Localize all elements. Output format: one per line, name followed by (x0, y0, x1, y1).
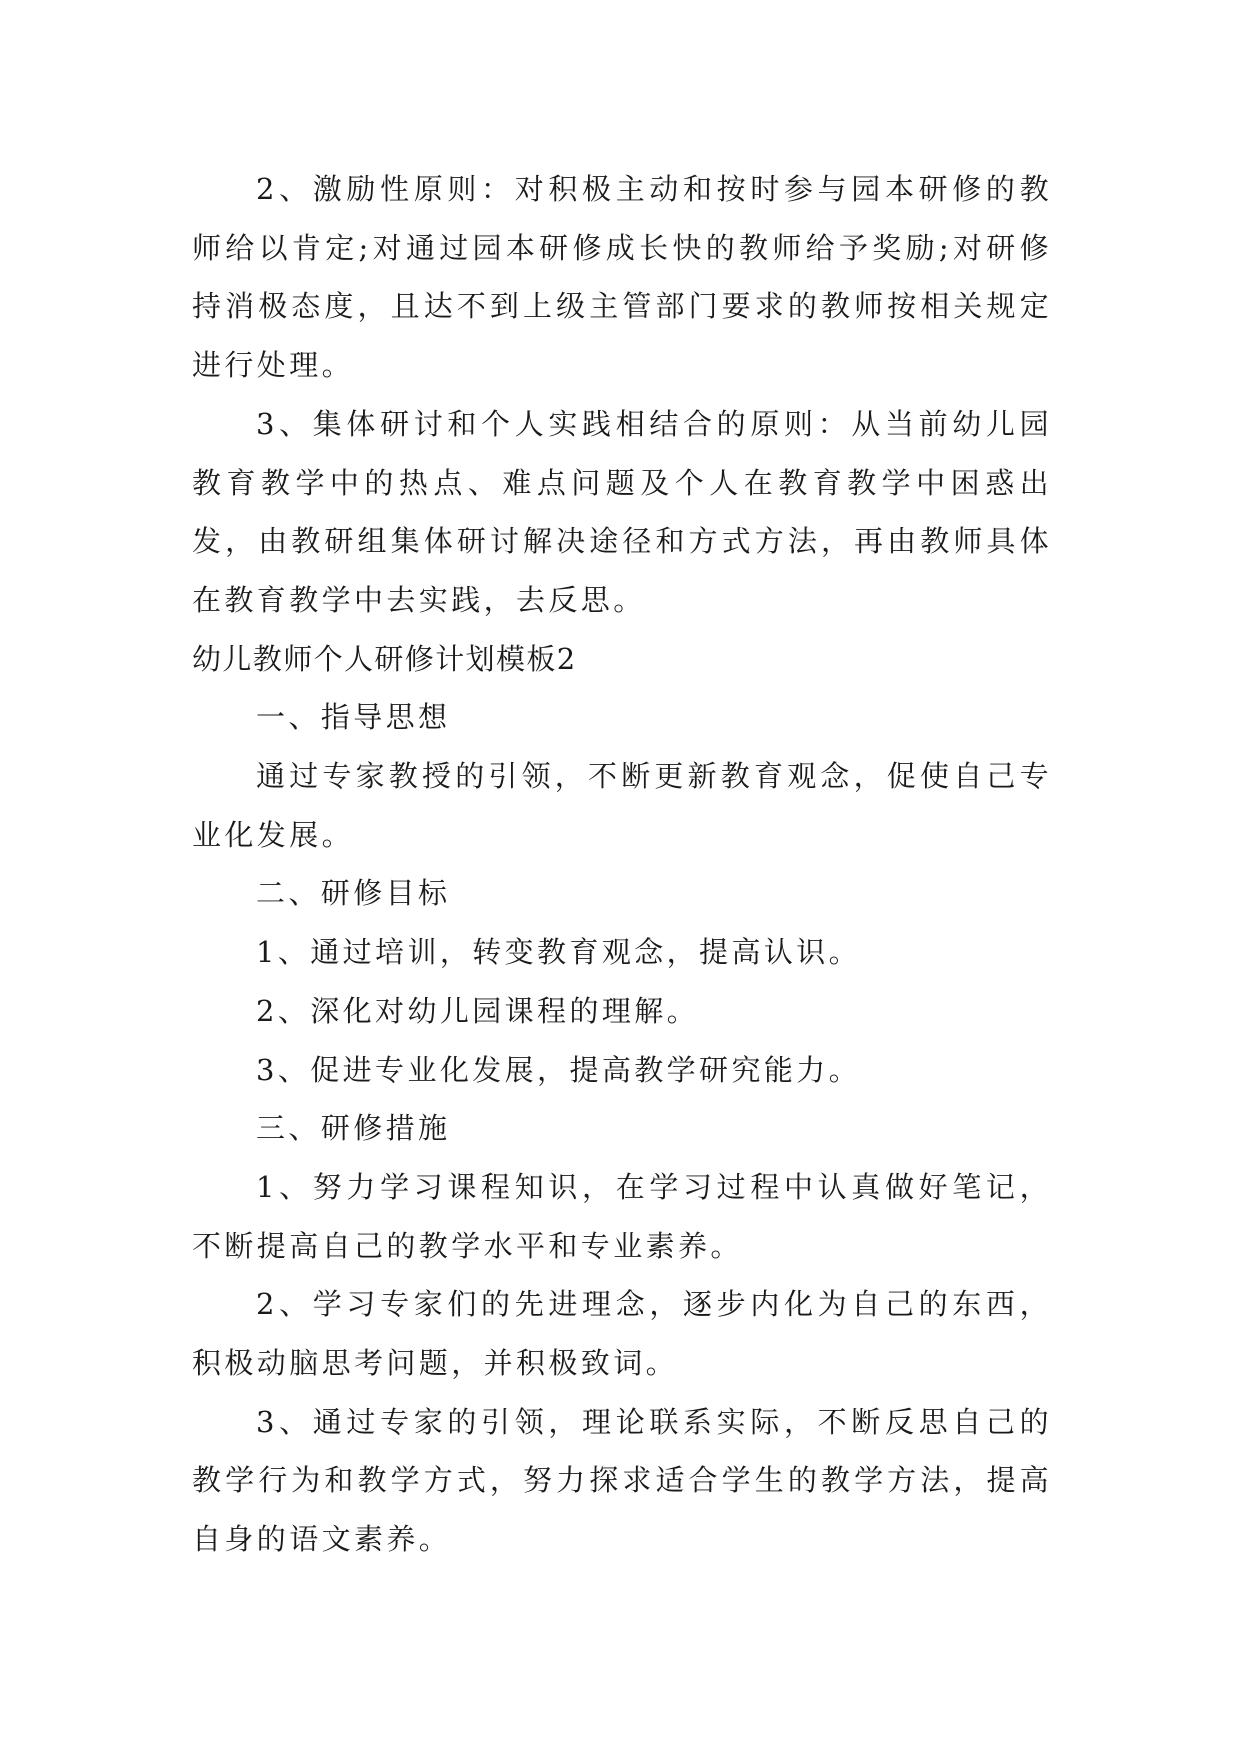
heading-study-measures: 三、研修措施 (256, 1111, 451, 1146)
goal-item-3: 3、促进专业化发展，提高教学研究能力。 (256, 1052, 862, 1087)
measure-item-1: 1、努力学习课程知识，在学习过程中认真做好笔记，不断提高自己的教学水平和专业素养。 (192, 1169, 1052, 1263)
paragraph-collective-practice-principle: 3、集体研讨和个人实践相结合的原则：从当前幼儿园教育教学中的热点、难点问题及个人在教育教学中困惑出发，由教研组集体研讨解决途径和方式方法，再由教师具体在教育教学中去实践，去反思。 (192, 406, 1052, 617)
paragraph-guiding-ideology: 通过专家教授的引领，不断更新教育观念，促使自己专业化发展。 (192, 759, 1052, 852)
heading-study-goals: 二、研修目标 (256, 876, 451, 911)
document-body (192, 160, 1052, 1569)
section-title-template-2: 幼儿教师个人研修计划模板2 (192, 641, 577, 676)
heading-guiding-ideology: 一、指导思想 (256, 700, 451, 735)
paragraph-incentive-principle: 2、激励性原则：对积极主动和按时参与园本研修的教师给以肯定;对通过园本研修成长快的教师给予奖励;对研修持消极态度，且达不到上级主管部门要求的教师按相关规定进行处理。 (192, 172, 1052, 383)
measure-item-2: 2、学习专家们的先进理念，逐步内化为自己的东西，积极动脑思考问题，并积极致词。 (192, 1287, 1052, 1381)
goal-item-1: 1、通过培训，转变教育观念，提高认识。 (256, 935, 862, 970)
goal-item-2: 2、深化对幼儿园课程的理解。 (256, 993, 700, 1028)
measure-item-3: 3、通过专家的引领，理论联系实际，不断反思自己的教学行为和教学方式，努力探求适合学生的教学方法，提高自身的语文素养。 (192, 1404, 1052, 1557)
